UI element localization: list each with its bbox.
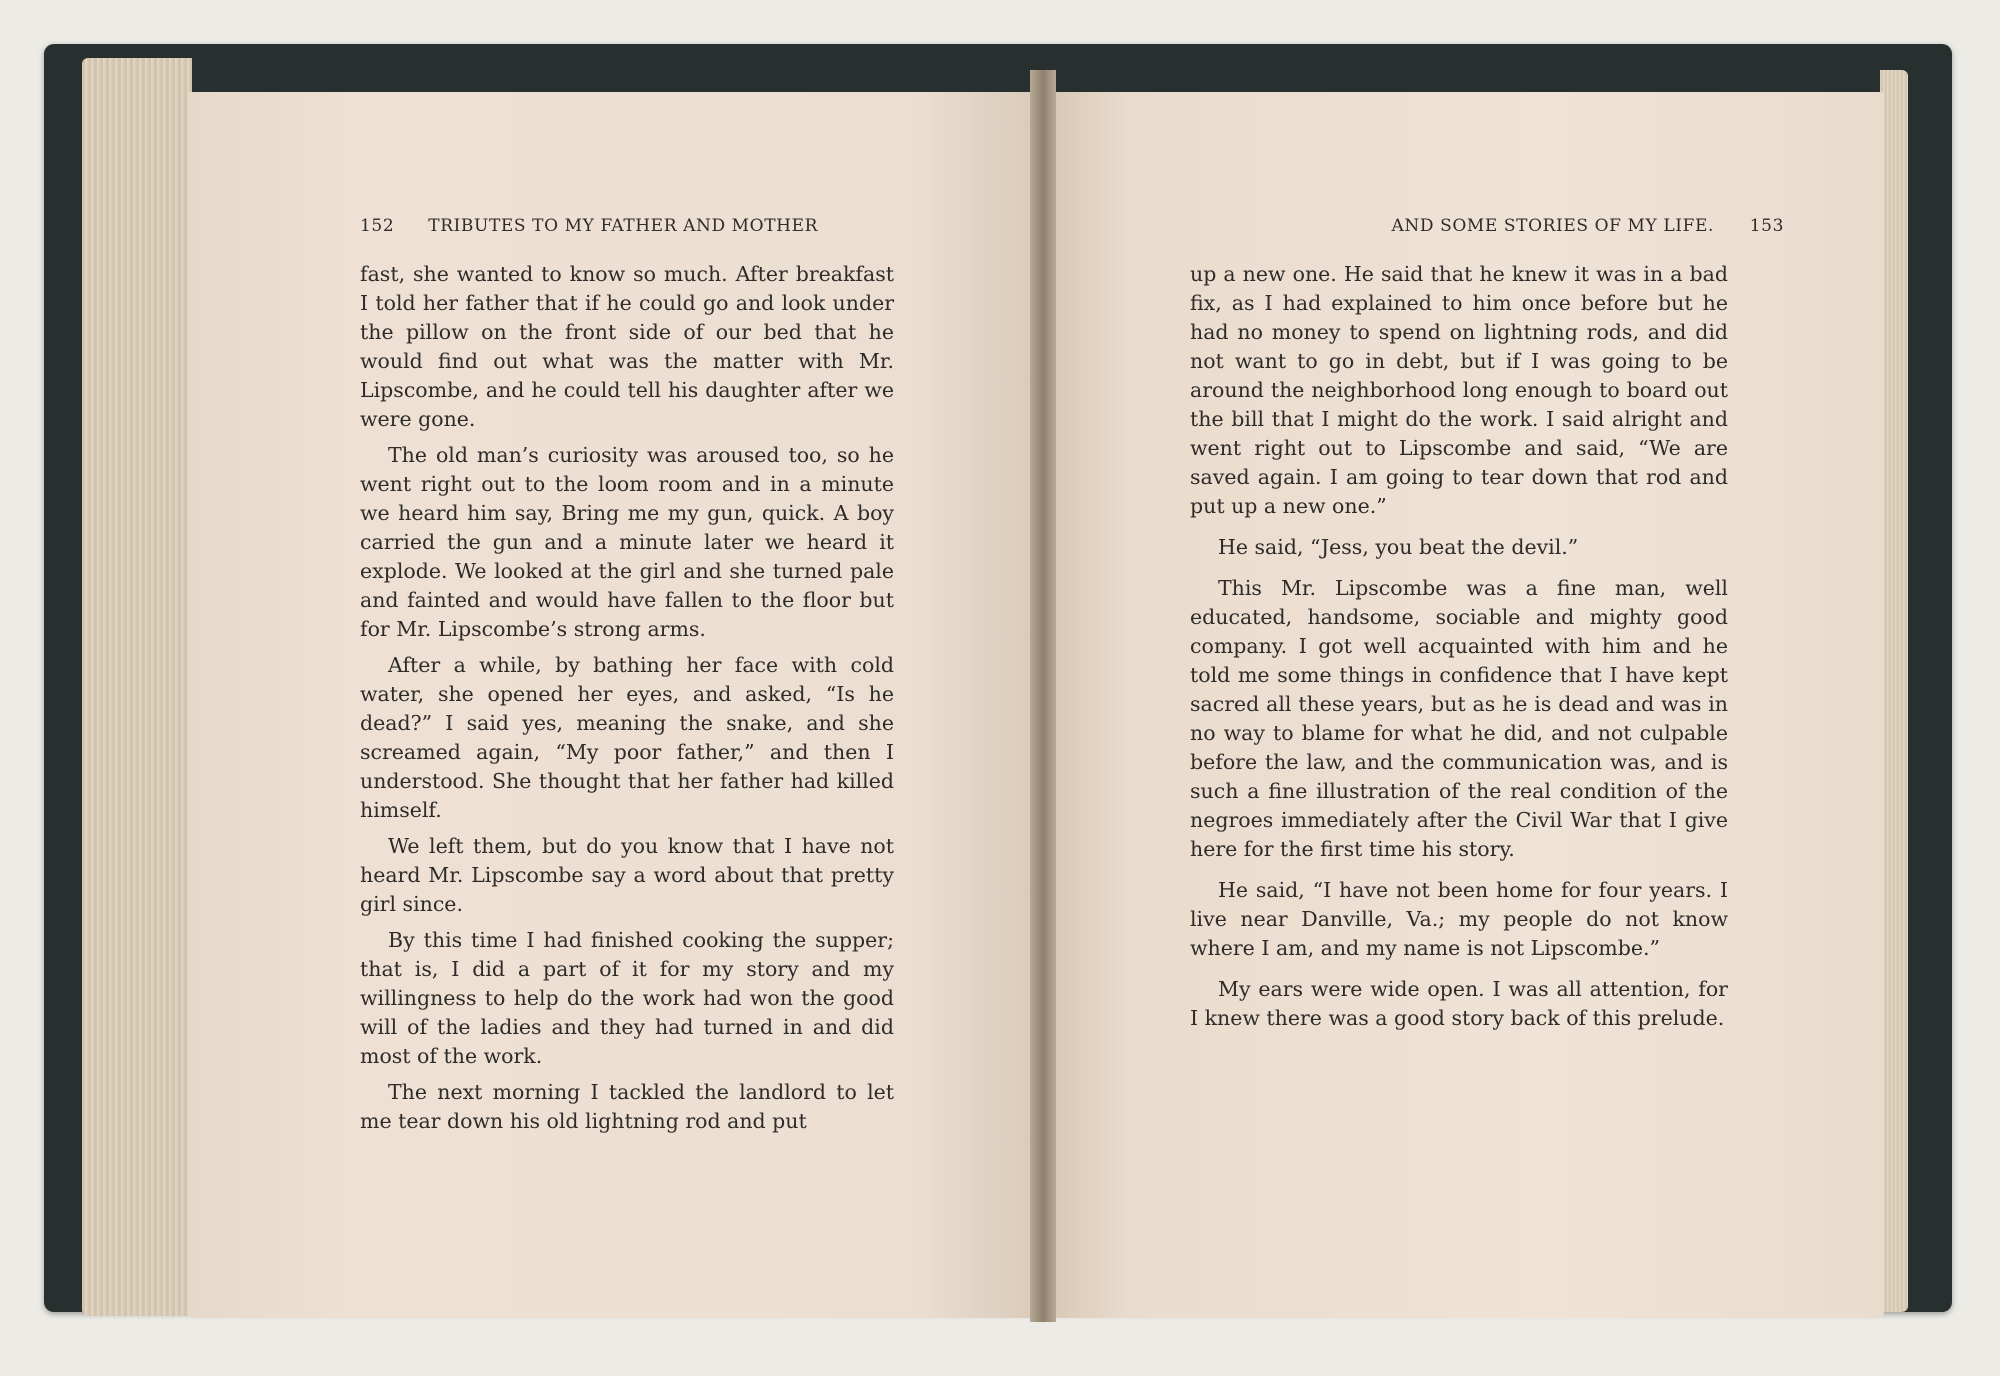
paragraph: up a new one. He said that he knew it was in a bad fix, as I had explained to him once before but he had no money to spend on lightning rods, and did not want to go in debt, but if I was going to be around the neighborhood long enough to board out the bill that I might do the work. I said alright and went right out to Lipscombe and said, “We are saved again. I am going to tear down that rod and put up a new one.” [1190, 262, 1728, 518]
left-page-number: 152 [360, 216, 395, 236]
paragraph: fast, she wanted to know so much. After breakfast I told her father that if he could go and look under the pillow on the front side of our bed that he would find out what was the matter with Mr. Lipscombe, and he could tell his daughter after we were gone. [360, 262, 894, 431]
left-page [188, 92, 1040, 1318]
right-page-body [1190, 260, 1728, 1040]
right-page-number: 153 [1749, 216, 1784, 236]
paragraph: By this time I had finished cooking the supper; that is, I did a part of it for my story and my willingness to help do the work had won the good will of the ladies and they had turned in and did most of the work. [360, 928, 894, 1068]
paragraph: He said, “I have not been home for four years. I live near Danville, Va.; my people do not know where I am, and my name is not Lipscombe.” [1190, 878, 1728, 960]
book-gutter [1030, 70, 1056, 1322]
left-page-body [360, 260, 894, 1143]
left-page-header [360, 216, 818, 236]
paragraph: The next morning I tackled the landlord to let me tear down his old lightning rod and put [360, 1080, 894, 1133]
page-edges-left [82, 58, 192, 1316]
paragraph: My ears were wide open. I was all attention, for I knew there was a good story back of this prelude. [1190, 977, 1728, 1030]
paragraph: The old man’s curiosity was aroused too, so he went right out to the loom room and in a minute we heard him say, Bring me my gun, quick. A boy carried the gun and a minute later we heard it explode. We looked at the girl and she turned pale and fainted and would have fallen to the floor but for Mr. Lipscombe’s strong arms. [360, 443, 894, 641]
page-edges-right [1880, 70, 1908, 1312]
right-page [1044, 92, 1884, 1318]
left-running-title: TRIBUTES TO MY FATHER AND MOTHER [428, 216, 818, 236]
paragraph: We left them, but do you know that I have not heard Mr. Lipscombe say a word about that pretty girl since. [360, 834, 894, 916]
paragraph: This Mr. Lipscombe was a fine man, well educated, handsome, sociable and mighty good company. I got well acquainted with him and he told me some things in confidence that I have kept sacred all these years, but as he is dead and was in no way to blame for what he did, and not culpable before the law, and the communication was, and is such a fine illustration of the real condition of the negroes immediately after the Civil War that I give here for the first time his story. [1190, 576, 1728, 861]
paragraph: After a while, by bathing her face with cold water, she opened her eyes, and asked, “Is he dead?” I said yes, meaning the snake, and she screamed again, “My poor father,” and then I understood. She thought that her father had killed himself. [360, 653, 894, 822]
right-running-title: AND SOME STORIES OF MY LIFE. [1391, 216, 1714, 236]
paragraph: He said, “Jess, you beat the devil.” [1218, 535, 1579, 559]
